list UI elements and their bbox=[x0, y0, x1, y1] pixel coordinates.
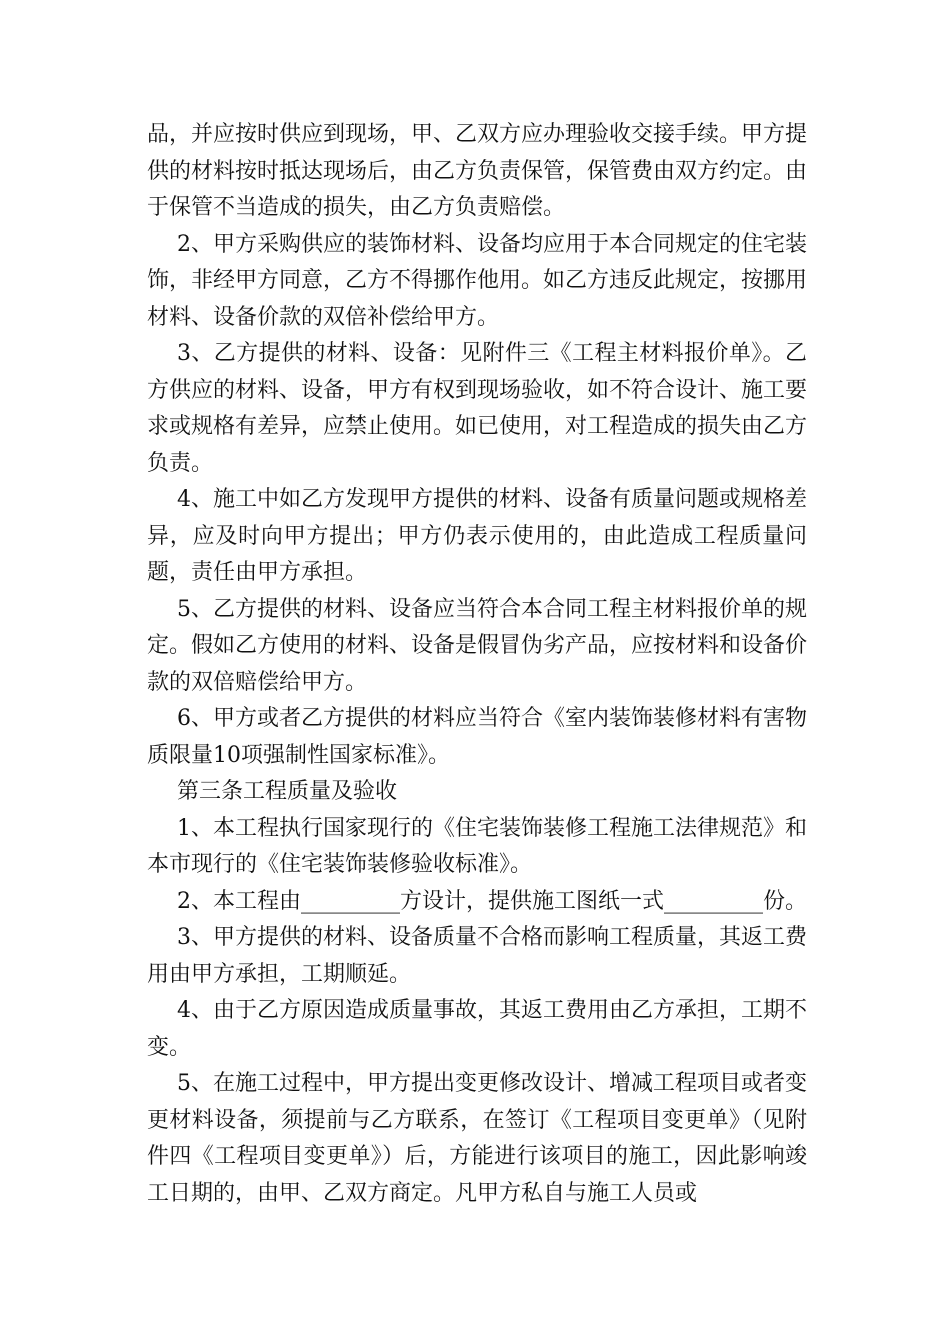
paragraph-4: 4、施工中如乙方发现甲方提供的材料、设备有质量问题或规格差异，应及时向甲方提出；甲方仍表示使用的，由此造成工程质量问题，责任由甲方承担。 bbox=[147, 487, 807, 585]
paragraph-2: 2、甲方采购供应的装饰材料、设备均应用于本合同规定的住宅装饰，非经甲方同意，乙方不得挪作他用。如乙方违反此规定，按挪用材料、设备价款的双倍补偿给甲方。 bbox=[147, 231, 808, 330]
document-body bbox=[147, 117, 807, 1212]
paragraph-6: 6、甲方或者乙方提供的材料应当符合《室内装饰装修材料有害物质限量10项强制性国家标准》。 bbox=[147, 706, 807, 768]
paragraph-7: 1、本工程执行国家现行的《住宅装饰装修工程施工法律规范》和本市现行的《住宅装饰装修验收标准》。 bbox=[147, 815, 807, 877]
paragraph-10: 4、由于乙方原因造成质量事故，其返工费用由乙方承担，工期不变。 bbox=[147, 998, 807, 1060]
paragraph-9: 3、甲方提供的材料、设备质量不合格而影响工程质量，其返工费用由甲方承担，工期顺延。 bbox=[147, 925, 807, 987]
paragraph-11: 5、在施工过程中，甲方提出变更修改设计、增减工程项目或者变更材料设备，须提前与乙方联系，在签订《工程项目变更单》（见附件四《工程项目变更单》）后，方能进行该项目的施工，因此影响竣工日期的，由甲、乙双方商定。凡甲方私自与施工人员或 bbox=[147, 1071, 807, 1206]
paragraph-5: 5、乙方提供的材料、设备应当符合本合同工程主材料报价单的规定。假如乙方使用的材料、设备是假冒伪劣产品，应按材料和设备价款的双倍赔偿给甲方。 bbox=[147, 596, 808, 695]
section-heading: 第三条工程质量及验收 bbox=[177, 779, 398, 804]
paragraph-1: 品，并应按时供应到现场，甲、乙双方应办理验收交接手续。甲方提供的材料按时抵达现场后，由乙方负责保管，保管费由双方约定。由于保管不当造成的损失，由乙方负责赔偿。 bbox=[147, 122, 808, 220]
paragraph-3: 3、乙方提供的材料、设备：见附件三《工程主材料报价单》。乙方供应的材料、设备，甲方有权到现场验收，如不符合设计、施工要求或规格有差异，应禁止使用。如已使用，对工程造成的损失由乙方负责。 bbox=[147, 341, 808, 476]
paragraph-8: 2、本工程由_________方设计，提供施工图纸一式_________份。 bbox=[177, 888, 807, 914]
